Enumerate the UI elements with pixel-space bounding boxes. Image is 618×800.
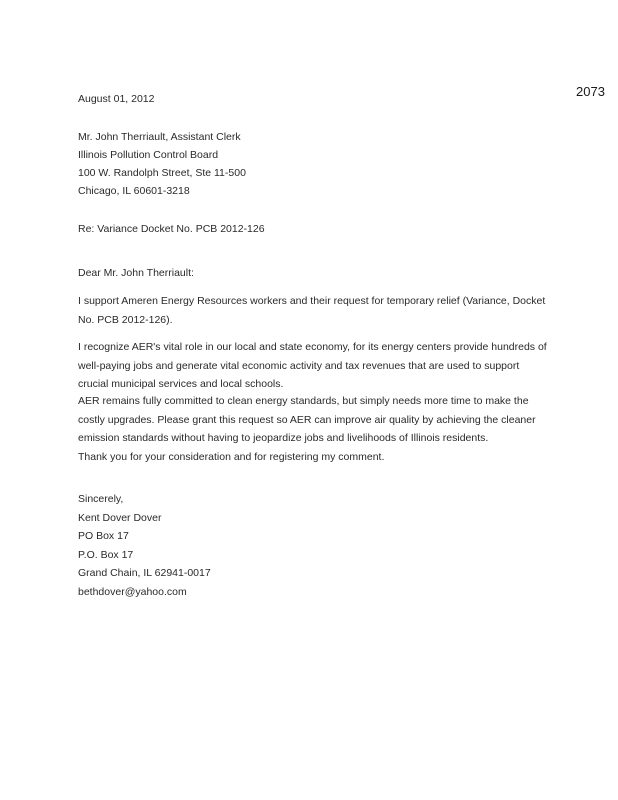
valediction: Sincerely, bbox=[78, 493, 124, 505]
date-text: August 01, 2012 bbox=[78, 93, 155, 105]
letter-date bbox=[78, 90, 548, 108]
signer-name: Kent Dover Dover bbox=[78, 511, 162, 524]
salutation bbox=[78, 264, 548, 282]
body-paragraph: I recognize AER's vital role in our local and state economy, for its energy centers provide hundreds of well-paying jobs and generate vital economic activity and tax revenues that are used to support crucial municipal services and local schools. bbox=[78, 341, 547, 390]
body-paragraph: I support Ameren Energy Resources workers and their request for temporary relief (Variance, Docket No. PCB 2012-126). bbox=[78, 295, 546, 326]
recipient-line: Illinois Pollution Control Board bbox=[78, 149, 219, 161]
signer-email: bethdover@yahoo.com bbox=[78, 585, 187, 598]
signature-block bbox=[78, 490, 548, 601]
re-text: Re: Variance Docket No. PCB 2012-126 bbox=[78, 223, 265, 235]
body-paragraph: Thank you for your consideration and for registering my comment. bbox=[78, 451, 385, 463]
page-number: 2073 bbox=[576, 84, 605, 99]
signer-address-line: Grand Chain, IL 62941-0017 bbox=[78, 567, 211, 579]
recipient-line: Chicago, IL 60601-3218 bbox=[78, 185, 190, 197]
body-paragraph: AER remains fully committed to clean energy standards, but simply needs more time to make the costly upgrades. Please grant this request so AER can improve air quality by achieving the cleaner emission standards without having to jeopardize jobs and livelihoods of Illinois residents. bbox=[78, 395, 536, 444]
recipient-line: 100 W. Randolph Street, Ste 11-500 bbox=[78, 167, 246, 179]
recipient-address bbox=[78, 128, 548, 200]
signer-address-line: P.O. Box 17 bbox=[78, 548, 134, 561]
signer-address-line: PO Box 17 bbox=[78, 530, 129, 542]
subject-line bbox=[78, 220, 548, 238]
recipient-line: Mr. John Therriault, Assistant Clerk bbox=[78, 131, 241, 143]
salutation-text: Dear Mr. John Therriault: bbox=[78, 267, 194, 279]
